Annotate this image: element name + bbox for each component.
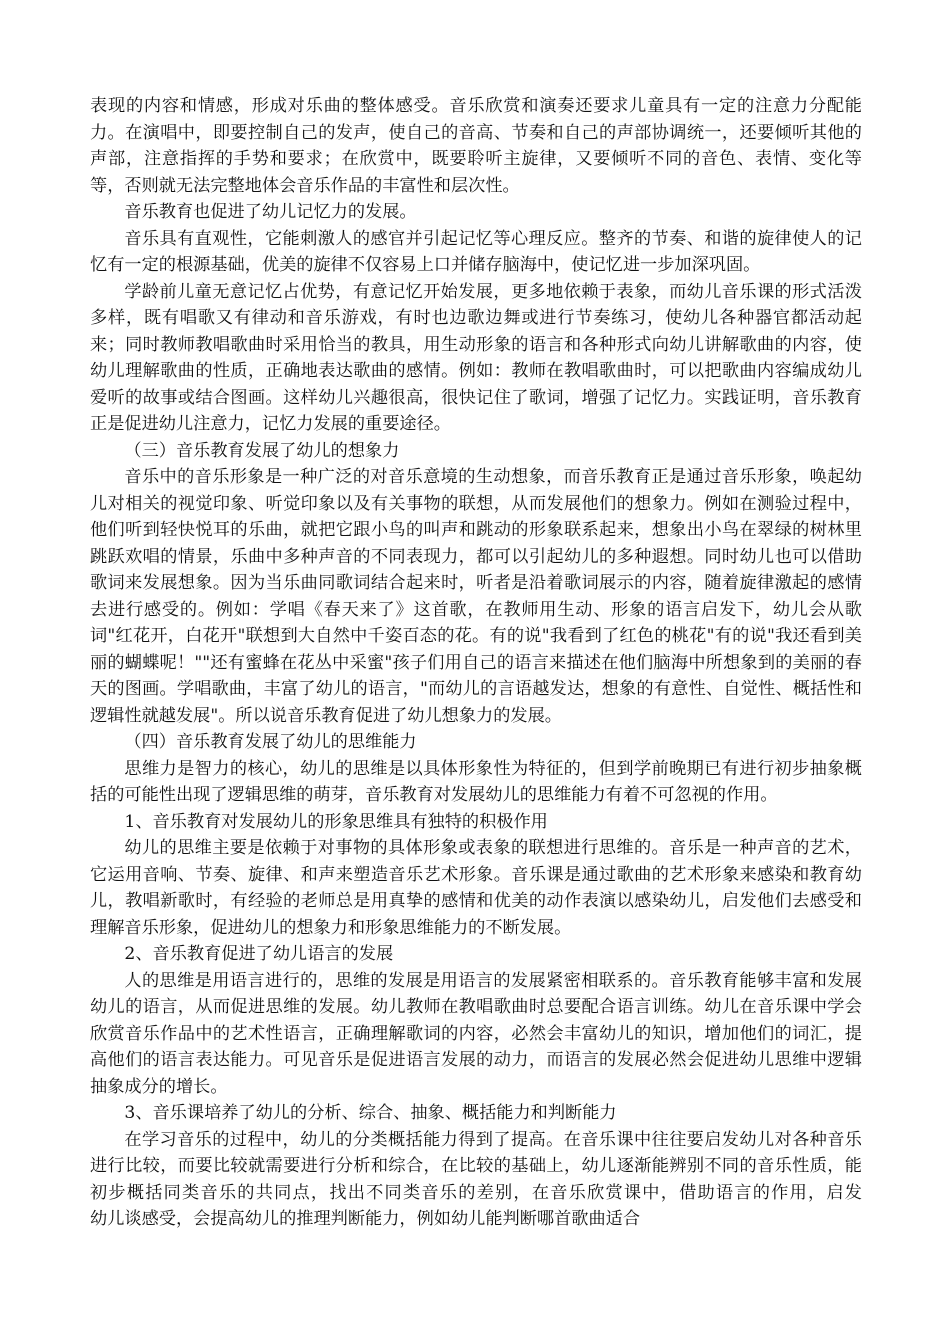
document-page: [90, 93, 897, 1233]
paragraph-preschool-memory: 学龄前儿童无意记忆占优势，有意记忆开始发展，更多地依赖于表象，而幼儿音乐课的形式活泼多样，既有唱歌又有律动和音乐游戏，有时也边歌边舞或进行节奏练习，使幼儿各种器官都活动起来；同时教师教唱歌曲时采用恰当的教具，用生动形象的语言和各种形式向幼儿讲解歌曲的内容，使幼儿理解歌曲的性质，正确地表达歌曲的感情。例如：教师在教唱歌曲时，可以把歌曲内容编成幼儿爱听的故事或结合图画。这样幼儿兴趣很高，很快记住了歌词，增强了记忆力。实践证明，音乐教育正是促进幼儿注意力，记忆力发展的重要途径。: [90, 281, 862, 434]
paragraph-analysis: 在学习音乐的过程中，幼儿的分类概括能力得到了提高。在音乐课中往往要启发幼儿对各种音乐进行比较，而要比较就需要进行分析和综合，在比较的基础上，幼儿逐渐能辨别不同的音乐性质，能初步概括同类音乐的共同点，找出不同类音乐的差别，在音乐欣赏课中，借助语言的作用，启发 幼儿谈感受，会提高幼儿的推理判断能力，例如幼儿能判断哪首歌曲适合: [90, 1129, 897, 1229]
paragraph-music-intuitive: 音乐具有直观性，它能刺激人的感官并引起记忆等心理反应。整齐的节奏、和谐的旋律使人的记忆有一定的根源基础，优美的旋律不仅容易上口并储存脑海中，使记忆进一步加深巩固。: [90, 228, 862, 275]
subheading-image-thinking: 1、音乐教育对发展幼儿的形象思维具有独特的积极作用: [124, 811, 548, 832]
paragraph-thinking-core: 思维力是智力的核心，幼儿的思维是以具体形象性为特征的，但到学前晚期已有进行初步抽象概括的可能性出现了逻辑思维的萌芽，音乐教育对发展幼儿的思维能力有着不可忽视的作用。: [90, 758, 862, 805]
paragraph-image-thinking: 幼儿的思维主要是依赖于对事物的具体形象或表象的联想进行思维的。音乐是一种声音的艺术，它运用音响、节奏、旋律、和声来塑造音乐艺术形象。音乐课是通过歌曲的艺术形象来感染和教育幼儿，教唱新歌时，有经验的老师总是用真挚的感情和优美的动作表演以感染幼儿，启发他们去感受和理解音乐形象，促进幼儿的想象力和形象思维能力的不断发展。: [90, 838, 862, 938]
subheading-language: 2、音乐教育促进了幼儿语言的发展: [124, 944, 394, 964]
paragraph-imagination: 音乐中的音乐形象是一种广泛的对音乐意境的生动想象，而音乐教育正是通过音乐形象，唤起幼儿对相关的视觉印象、听觉印象以及有关事物的联想，从而发展他们的想象力。例如在测验过程中，他们听到轻快悦耳的乐曲，就把它跟小鸟的叫声和跳动的形象联系起来，想象出小鸟在翠绿的树林里跳跃欢唱的情景，乐曲中多种声音的不同表现力，都可以引起幼儿的多种遐想。同时幼儿也可以借助歌词来发展想象。因为当乐曲同歌词结合起来时，听者是沿着歌词展示的内容，随着旋律激起的感情去进行感受的。例如：学唱《春天来了》这首歌，在教师用生动、形象的语言启发下，幼儿会从歌词"红花开，白花开"联想到大自然中千姿百态的花。有的说"我看到了红色的桃花"有的说"我还看到美丽的蝴蝶呢！""还有蜜蜂在花丛中采蜜"孩子们用自己的语言来描述在他们脑海中所想象到的美丽的春天的图画。学唱歌曲，丰富了幼儿的语言，"而幼儿的言语越发达，想象的有意性、自觉性、概括性和逻辑性就越发展"。所以说音乐教育促进了幼儿想象力的发展。: [90, 467, 862, 726]
paragraph-memory-intro: 音乐教育也促进了幼儿记忆力的发展。: [124, 202, 417, 222]
section-heading-thinking: （四）音乐教育发展了幼儿的思维能力: [124, 732, 417, 752]
paragraph-attention-continued: 表现的内容和情感，形成对乐曲的整体感受。音乐欣赏和演奏还要求儿童具有一定的注意力分配能力。在演唱中，即要控制自己的发声，使自己的音高、节奏和自己的声部协调统一，还要倾听其他的声部，注意指挥的手势和要求；在欣赏中，既要聆听主旋律，又要倾听不同的音色、表情、变化等等，否则就无法完整地体会音乐作品的丰富性和层次性。: [90, 96, 862, 196]
subheading-analysis: 3、音乐课培养了幼儿的分析、综合、抽象、概括能力和判断能力: [124, 1103, 617, 1123]
section-heading-imagination: （三）音乐教育发展了幼儿的想象力: [124, 440, 400, 461]
paragraph-language: 人的思维是用语言进行的，思维的发展是用语言的发展紧密相联系的。音乐教育能够丰富和发展幼儿的语言，从而促进思维的发展。幼儿教师在教唱歌曲时总要配合语言训练。幼儿在音乐课中学会欣赏音乐作品中的艺术性语言，正确理解歌词的内容，必然会丰富幼儿的知识，增加他们的词汇，提高他们的语言表达能力。可见音乐是促进语言发展的动力，而语言的发展必然会促进幼儿思维中逻辑抽象成分的增长。: [90, 970, 862, 1097]
